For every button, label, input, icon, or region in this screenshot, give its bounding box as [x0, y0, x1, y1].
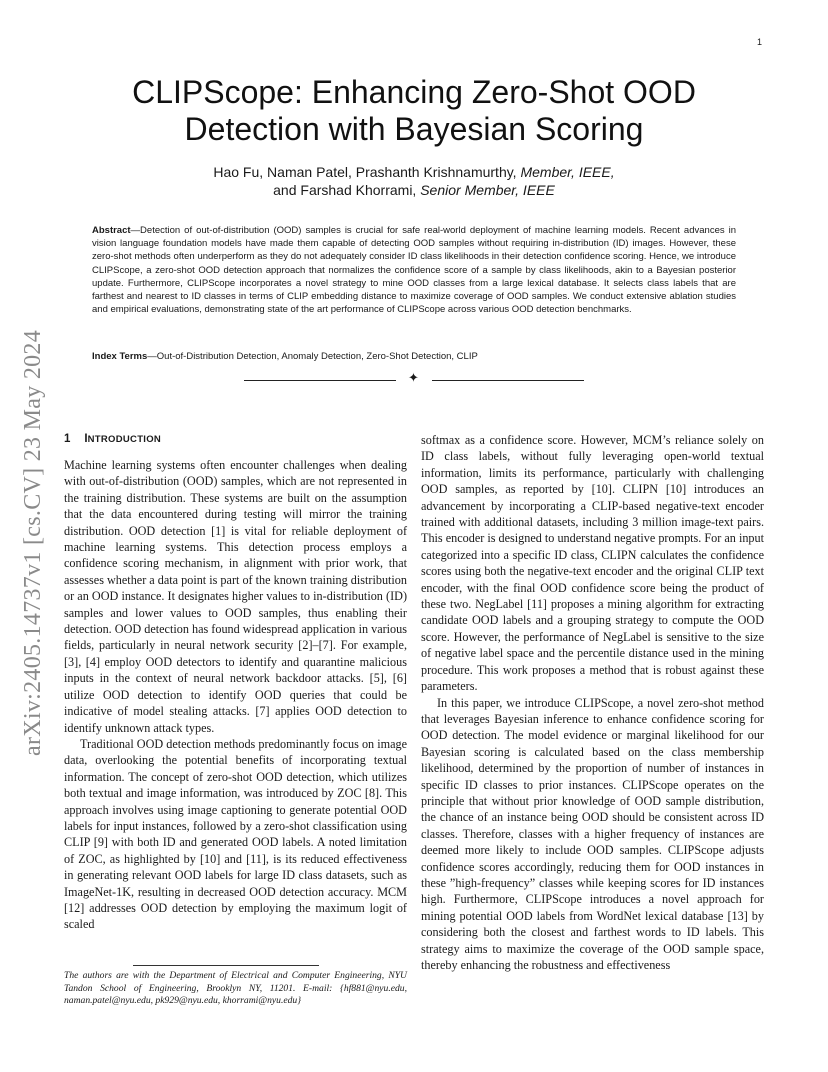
index-terms — [92, 350, 736, 363]
author-line-2 — [120, 181, 708, 199]
author-list — [120, 163, 708, 199]
section-title-initial: I — [84, 433, 88, 445]
abstract — [92, 224, 736, 316]
author-line-1 — [120, 163, 708, 181]
right-column — [421, 432, 764, 973]
abstract-text: —Detection of out-of-distribution (OOD) samples is crucial for safe real-world deployment of machine learning models. Recent advances in vision language foundation models have made them capable of detecting OOD samples without requiring in-distribution (ID) images. However, these zero-shot methods often underperform as they do not adequately consider ID class likelihoods in their detection confidence scoring. Hence, we introduce CLIPScope, a zero-shot OOD detection approach that normalizes the confidence score of a sample by class likelihoods, akin to a Bayesian posterior update. Furthermore, CLIPScope incorporates a novel strategy to mine OOD classes from a large lexical database. It selects class labels that are farthest and nearest to ID classes in terms of CLIP embedding distance to maximize coverage of OOD samples. We conduct extensive ablation studies and empirical evaluations, demonstrating state of the art performance of CLIPScope across various OOD detection benchmarks. — [92, 225, 736, 316]
section-number: 1 — [64, 433, 71, 445]
page-number: 1 — [757, 37, 763, 47]
author-names-1: Hao Fu, Naman Patel, Prashanth Krishnamurthy, — [213, 164, 521, 180]
author-names-2: and Farshad Khorrami, — [273, 182, 421, 198]
divider-diamond-icon: ✦ — [408, 371, 419, 386]
author-role-2: Senior Member, IEEE — [420, 182, 555, 198]
footnote-rule — [133, 965, 319, 966]
divider-line-right — [432, 380, 584, 381]
intro-paragraph-2: Traditional OOD detection methods predominantly focus on image data, overlooking the potential benefits of incorporating textual information. The concept of zero-shot OOD detection, which utilizes both textual and image information, was introduced by ZOC [8]. This approach involves using image captioning to generate potential OOD labels for input instances, followed by a zero-shot classification using CLIP [9] with both ID and generated OOD labels. A noted limitation of ZOC, as highlighted by [10] and [11], is its reduced effectiveness in generating relevant OOD labels for large ID class datasets, such as ImageNet-1K, resulting in decreased OOD detection accuracy. MCM [12] addresses OOD detection by employing the maximum logit of scaled — [64, 736, 407, 932]
section-heading-introduction — [64, 433, 161, 445]
index-terms-text: —Out-of-Distribution Detection, Anomaly Detection, Zero-Shot Detection, CLIP — [147, 351, 478, 362]
author-role-1-end: , — [610, 164, 615, 180]
section-divider — [244, 371, 584, 386]
left-column — [64, 457, 407, 933]
section-title-rest: NTRODUCTION — [87, 434, 162, 445]
intro-paragraph-1: Machine learning systems often encounter challenges when dealing with out-of-distribution (OOD) samples, which are not represented in the training distribution. These systems are built on the assumption that the data encountered during testing will mirror the training distribution. OOD detection [1] is vital for reliable deployment of machine learning systems. This detection process employs a confidence scoring mechanism, in alignment with prior work, that assesses whether a data point is part of the known training distribution or an OOD instance. It designates higher values to in-distribution (ID) samples and lower values to OOD samples, thus enabling their detection. OOD detection has found widespread application in various fields, particularly in neural network security [2]–[7]. For example, [3], [4] employ OOD detectors to identify and quarantine malicious inputs in the context of neural network backdoor attacks. [5], [6] utilize OOD detection to identify OOD queries that could be indicative of model stealing attacks. [7] applies OOD detection to identify unknown attack types. — [64, 458, 407, 735]
index-terms-label: Index Terms — [92, 351, 148, 362]
paper-title: CLIPScope: Enhancing Zero-Shot OOD Detection with Bayesian Scoring — [132, 74, 696, 147]
divider-line-left — [244, 380, 396, 381]
author-role-1: Member, IEEE — [520, 164, 611, 180]
abstract-label: Abstract — [92, 225, 131, 236]
intro-paragraph-3: softmax as a confidence score. However, MCM’s reliance solely on ID class labels, without fully leveraging open-world textual information, limits its performance, particularly with challenging OOD samples, as reported by [10]. CLIPN [10] introduces an advancement by incorporating a CLIP-based negative-text encoder trained with additional datasets, including 3 million image-text pairs. This encoder is designed to understand negative prompts. For an input categorized into a specific ID class, CLIPN calculates the confidence scores using both the negative-text encoder and the original CLIP text encoder, with the final OOD confidence score being the product of these two. NegLabel [11] proposes a mining algorithm for extracting candidate OOD labels and a grouping strategy to compute the OOD score. However, the performance of NegLabel is sensitive to the size of negative label space and the percentile distance used in the mining procedure. This work proposes a method that is robust against these parameters. — [421, 433, 764, 694]
intro-paragraph-4: In this paper, we introduce CLIPScope, a novel zero-shot method that leverages Bayesian inference to enhance confidence scoring for OOD detection. The model evidence or marginal likelihood for our Bayesian scoring is calculated based on the class membership likelihood, determined by the proportion of number of instances in specific ID classes to prior instances. CLIPScope operates on the principle that without prior knowledge of OOD sample distribution, the chance of an instance being OOD should be consistent across ID classes. Therefore, classes with a higher frequency of instances are deemed more likely to include OOD samples. CLIPScope adjusts confidence scores accordingly, reducing them for OOD instances in these ”high-frequency” classes while keeping scores for ID instances high. Furthermore, CLIPScope introduces a novel approach for mining potential OOD labels from WordNet lexical database [13] by considering both the closest and farthest words to ID labels. This strategy aims to maximize the coverage of the OOD sample space, thereby enhancing the robustness and effectiveness — [421, 695, 764, 972]
author-affiliation-footnote: The authors are with the Department of Electrical and Computer Engineering, NYU Tandon School of Engineering, Brooklyn NY, 11201. E-mail: {hf881@nyu.edu, naman.patel@nyu.edu, pk929@nyu.edu, khorrami@nyu.edu} — [64, 970, 407, 1007]
arxiv-identifier: arXiv:2405.14737v1 [cs.CV] 23 May 2024 — [20, 329, 46, 756]
